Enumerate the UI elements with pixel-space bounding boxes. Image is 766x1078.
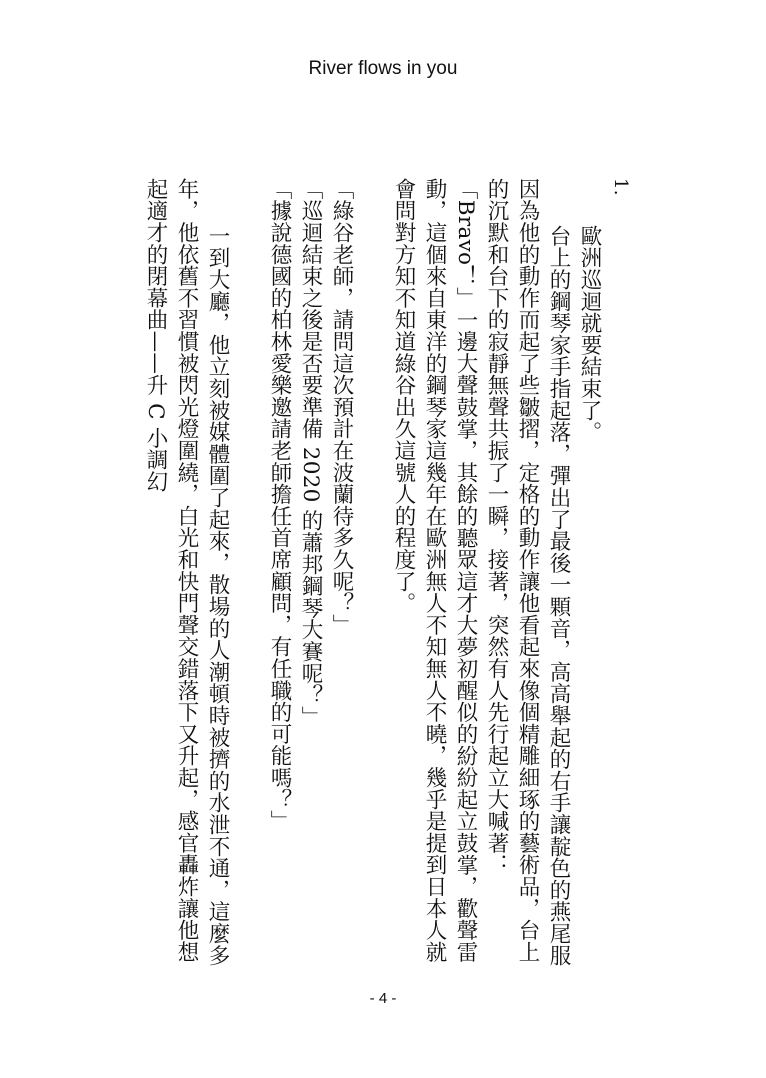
blank-line <box>357 178 388 968</box>
chapter-number: 1. <box>610 178 631 196</box>
paragraph: 歐洲巡迴就要結束了。 <box>577 225 602 444</box>
dialogue-line: 「巡迴結束之後是否要準備 2020 的蕭邦鋼琴大賽呢？」 <box>298 178 323 728</box>
page-number: - 4 - <box>369 990 397 1007</box>
paragraph: 一到大廳，他立刻被媒體圍了起來，散場的人潮頓時被擠的水泄不通，這麼多年，他依舊不習慣被閃光燈圍繞，白光和快門聲交錯落下又升起，感官轟炸讓他想起適才的閉幕曲——升 C 小調幻 <box>143 178 230 967</box>
blank-line <box>233 178 264 968</box>
dialogue-line: 「綠谷老師，請問這次預計在波蘭待多久呢？」 <box>329 178 354 636</box>
page-header-title: River flows in you <box>308 58 458 79</box>
paragraph: 台上的鋼琴家手指起落，彈出了最後一顆音，高高舉起的右手讓靛色的燕尾服因為他的動作而起了些皺摺，定格的動作讓他看起來像個精雕細琢的藝術品，台上的沉默和台下的寂靜無聲共振了一瞬，接著，突然有人先行起立大喊著：「Bravo！」一邊大聲鼓掌，其餘的聽眾這才大夢初醒似的紛紛起立鼓掌，歡聲雷動，這個來自東洋的鋼琴家這幾年在歐洲無人不知無人不曉，幾乎是提到日本人就會問對方知不知道綠谷出久這號人的程度了。 <box>391 178 571 967</box>
document-body <box>143 178 636 968</box>
dialogue-line: 「據說德國的柏林愛樂邀請老師擔任首席顧問，有任職的可能嗎？」 <box>267 178 292 832</box>
